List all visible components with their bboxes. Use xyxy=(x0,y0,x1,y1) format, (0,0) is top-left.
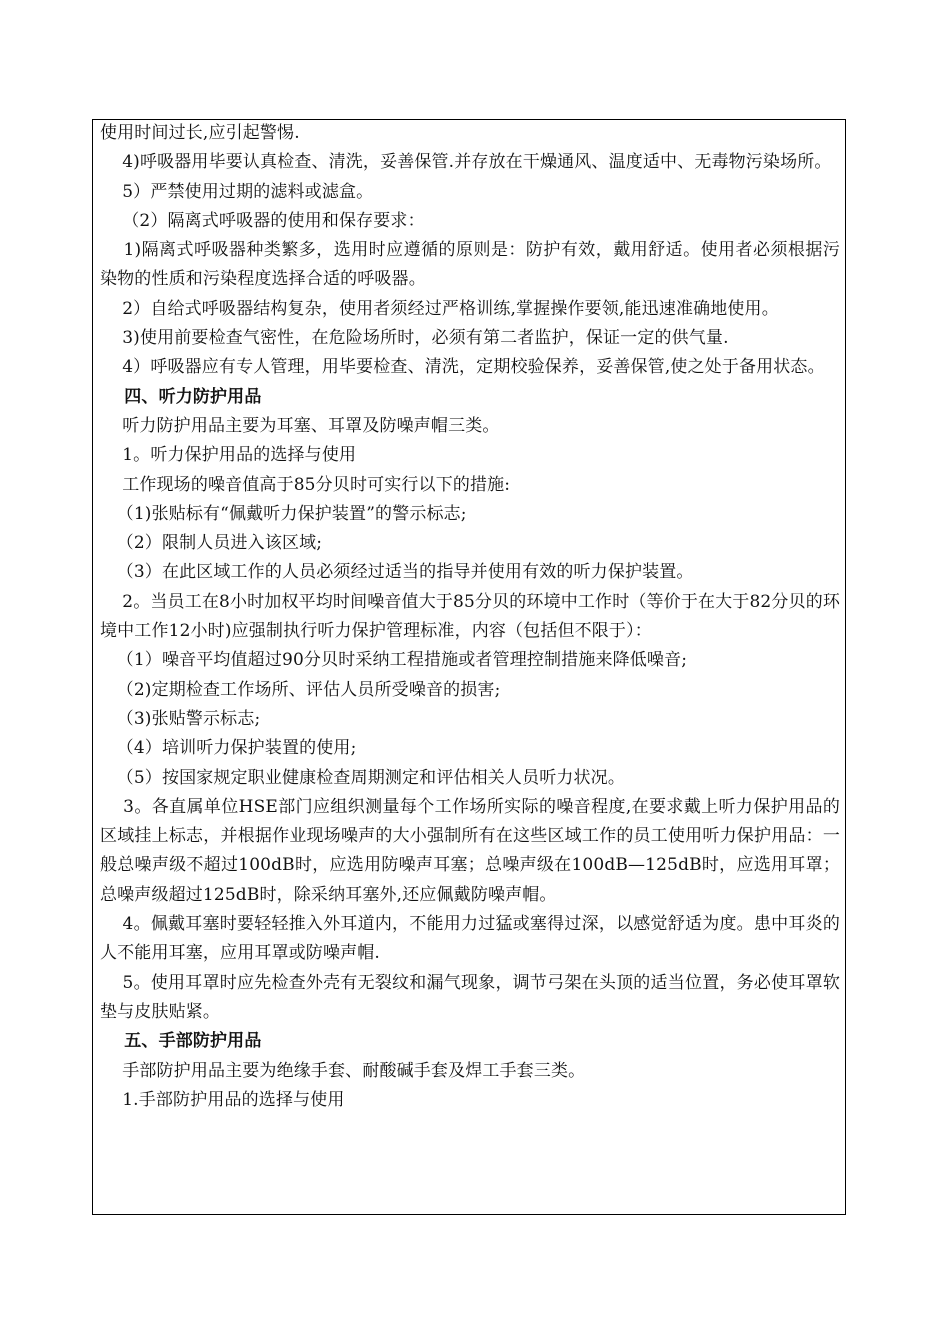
paragraph: 使用时间过长,应引起警惕. xyxy=(100,123,300,143)
paragraph: 5）严禁使用过期的滤料或滤盒。 xyxy=(100,181,374,202)
paragraph: （1）噪音平均值超过90分贝时采纳工程措施或者管理控制措施来降低噪音; xyxy=(100,650,688,671)
paragraph: 3)使用前要检查气密性，在危险场所时，必须有第二者监护，保证一定的供气量. xyxy=(100,328,729,349)
paragraph: 4)呼吸器用毕要认真检查、清洗，妥善保管.并存放在干燥通风、温度适中、无毒物污染场所。 xyxy=(100,152,832,173)
paragraph: （2)定期检查工作场所、评估人员所受噪音的损害; xyxy=(100,679,501,700)
paragraph: 手部防护用品主要为绝缘手套、耐酸碱手套及焊工手套三类。 xyxy=(100,1060,586,1081)
paragraph: （5）按国家规定职业健康检查周期测定和评估相关人员听力状况。 xyxy=(100,767,625,788)
paragraph: 5。使用耳罩时应先检查外壳有无裂纹和漏气现象，调节弓架在头顶的适当位置，务必使耳罩软垫与皮肤贴紧。 xyxy=(100,972,840,1022)
paragraph: 1.手部防护用品的选择与使用 xyxy=(100,1089,345,1110)
section-heading: 五、手部防护用品 xyxy=(100,1031,262,1052)
paragraph: （3)张贴警示标志; xyxy=(100,708,261,729)
paragraph: 2）自给式呼吸器结构复杂，使用者须经过严格训练,掌握操作要领,能迅速准确地使用。 xyxy=(100,298,779,319)
paragraph: 听力防护用品主要为耳塞、耳罩及防噪声帽三类。 xyxy=(100,415,500,436)
paragraph: （3）在此区域工作的人员必须经过适当的指导并使用有效的听力保护装置。 xyxy=(100,562,694,583)
paragraph: （4）培训听力保护装置的使用; xyxy=(100,738,357,759)
paragraph: （2）限制人员进入该区域; xyxy=(100,533,323,554)
paragraph: 2。当员工在8小时加权平均时间噪音值大于85分贝的环境中工作时（等价于在大于82分贝的环境中工作12小时)应强制执行听力保护管理标准，内容（包括但不限于）： xyxy=(100,591,840,642)
section-heading: 四、听力防护用品 xyxy=(100,386,262,407)
paragraph: （2）隔离式呼吸器的使用和保存要求： xyxy=(100,210,425,231)
paragraph: 3。各直属单位HSE部门应组织测量每个工作场所实际的噪音程度,在要求戴上听力保护用品的区域挂上标志，并根据作业现场噪声的大小强制所有在这些区域工作的员工使用听力保护用品：一般总噪声级不超过100dB时，应选用防噪声耳塞；总噪声级在100dB—125dB时，应选用耳罩；总噪声级超过125dB时，除采纳耳塞外,还应佩戴防噪声帽。 xyxy=(100,796,840,905)
paragraph: 4）呼吸器应有专人管理，用毕要检查、清洗，定期校验保养，妥善保管,使之处于备用状态。 xyxy=(100,357,825,378)
document-body xyxy=(100,119,840,1115)
paragraph: （1)张贴标有“佩戴听力保护装置”的警示标志; xyxy=(100,503,467,524)
paragraph: 工作现场的噪音值高于85分贝时可实行以下的措施: xyxy=(100,474,511,495)
paragraph: 4。佩戴耳塞时要轻轻推入外耳道内，不能用力过猛或塞得过深，以感觉舒适为度。患中耳炎的人不能用耳塞，应用耳罩或防噪声帽. xyxy=(100,914,840,964)
paragraph: 1)隔离式呼吸器种类繁多，选用时应遵循的原则是：防护有效，戴用舒适。使用者必须根据污染物的性质和污染程度选择合适的呼吸器。 xyxy=(100,240,841,290)
paragraph: 1。听力保护用品的选择与使用 xyxy=(100,445,357,466)
